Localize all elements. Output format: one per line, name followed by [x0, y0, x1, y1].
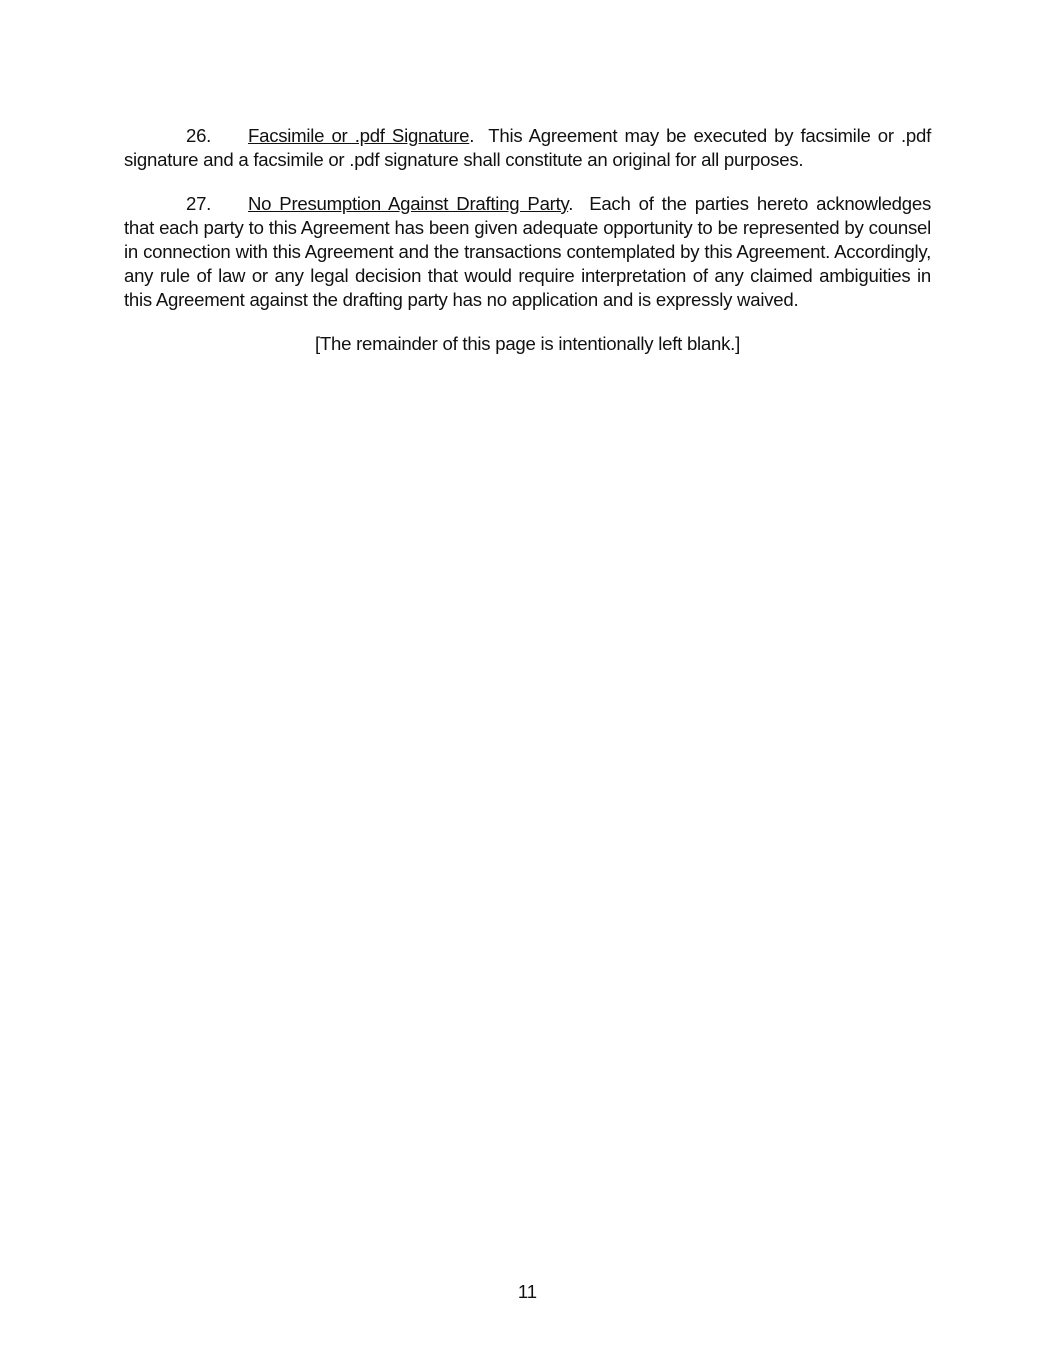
intentionally-blank-note: [The remainder of this page is intentionally left blank.]: [314, 333, 740, 354]
clause-number: 27.: [186, 193, 212, 214]
clause-text: This Agreement may be executed by facsimile or .pdf signature and a facsimile or .pdf signature shall constitute an original for all purposes.: [124, 125, 936, 170]
page-number: 11: [517, 1281, 538, 1302]
clause-number: 26.: [186, 125, 212, 146]
clause-heading-period: .: [568, 193, 574, 214]
clause-heading-period: .: [469, 125, 475, 146]
clause-heading: No Presumption Against Drafting Party: [248, 193, 569, 214]
clause-27: [124, 192, 936, 312]
clause-heading: Facsimile or .pdf Signature: [248, 125, 470, 146]
clause-26: [124, 124, 936, 172]
clause-text: Each of the parties hereto acknowledges that each party to this Agreement has been given adequate opportunity to be represented by counsel in connection with this Agreement and the transactions contemplated by this Agreement. Accordingly, any rule of law or any legal decision that would require interpretation of any claimed ambiguities in this Agreement against the drafting party has no application and is expressly waived.: [124, 193, 936, 310]
document-body: [124, 124, 936, 356]
